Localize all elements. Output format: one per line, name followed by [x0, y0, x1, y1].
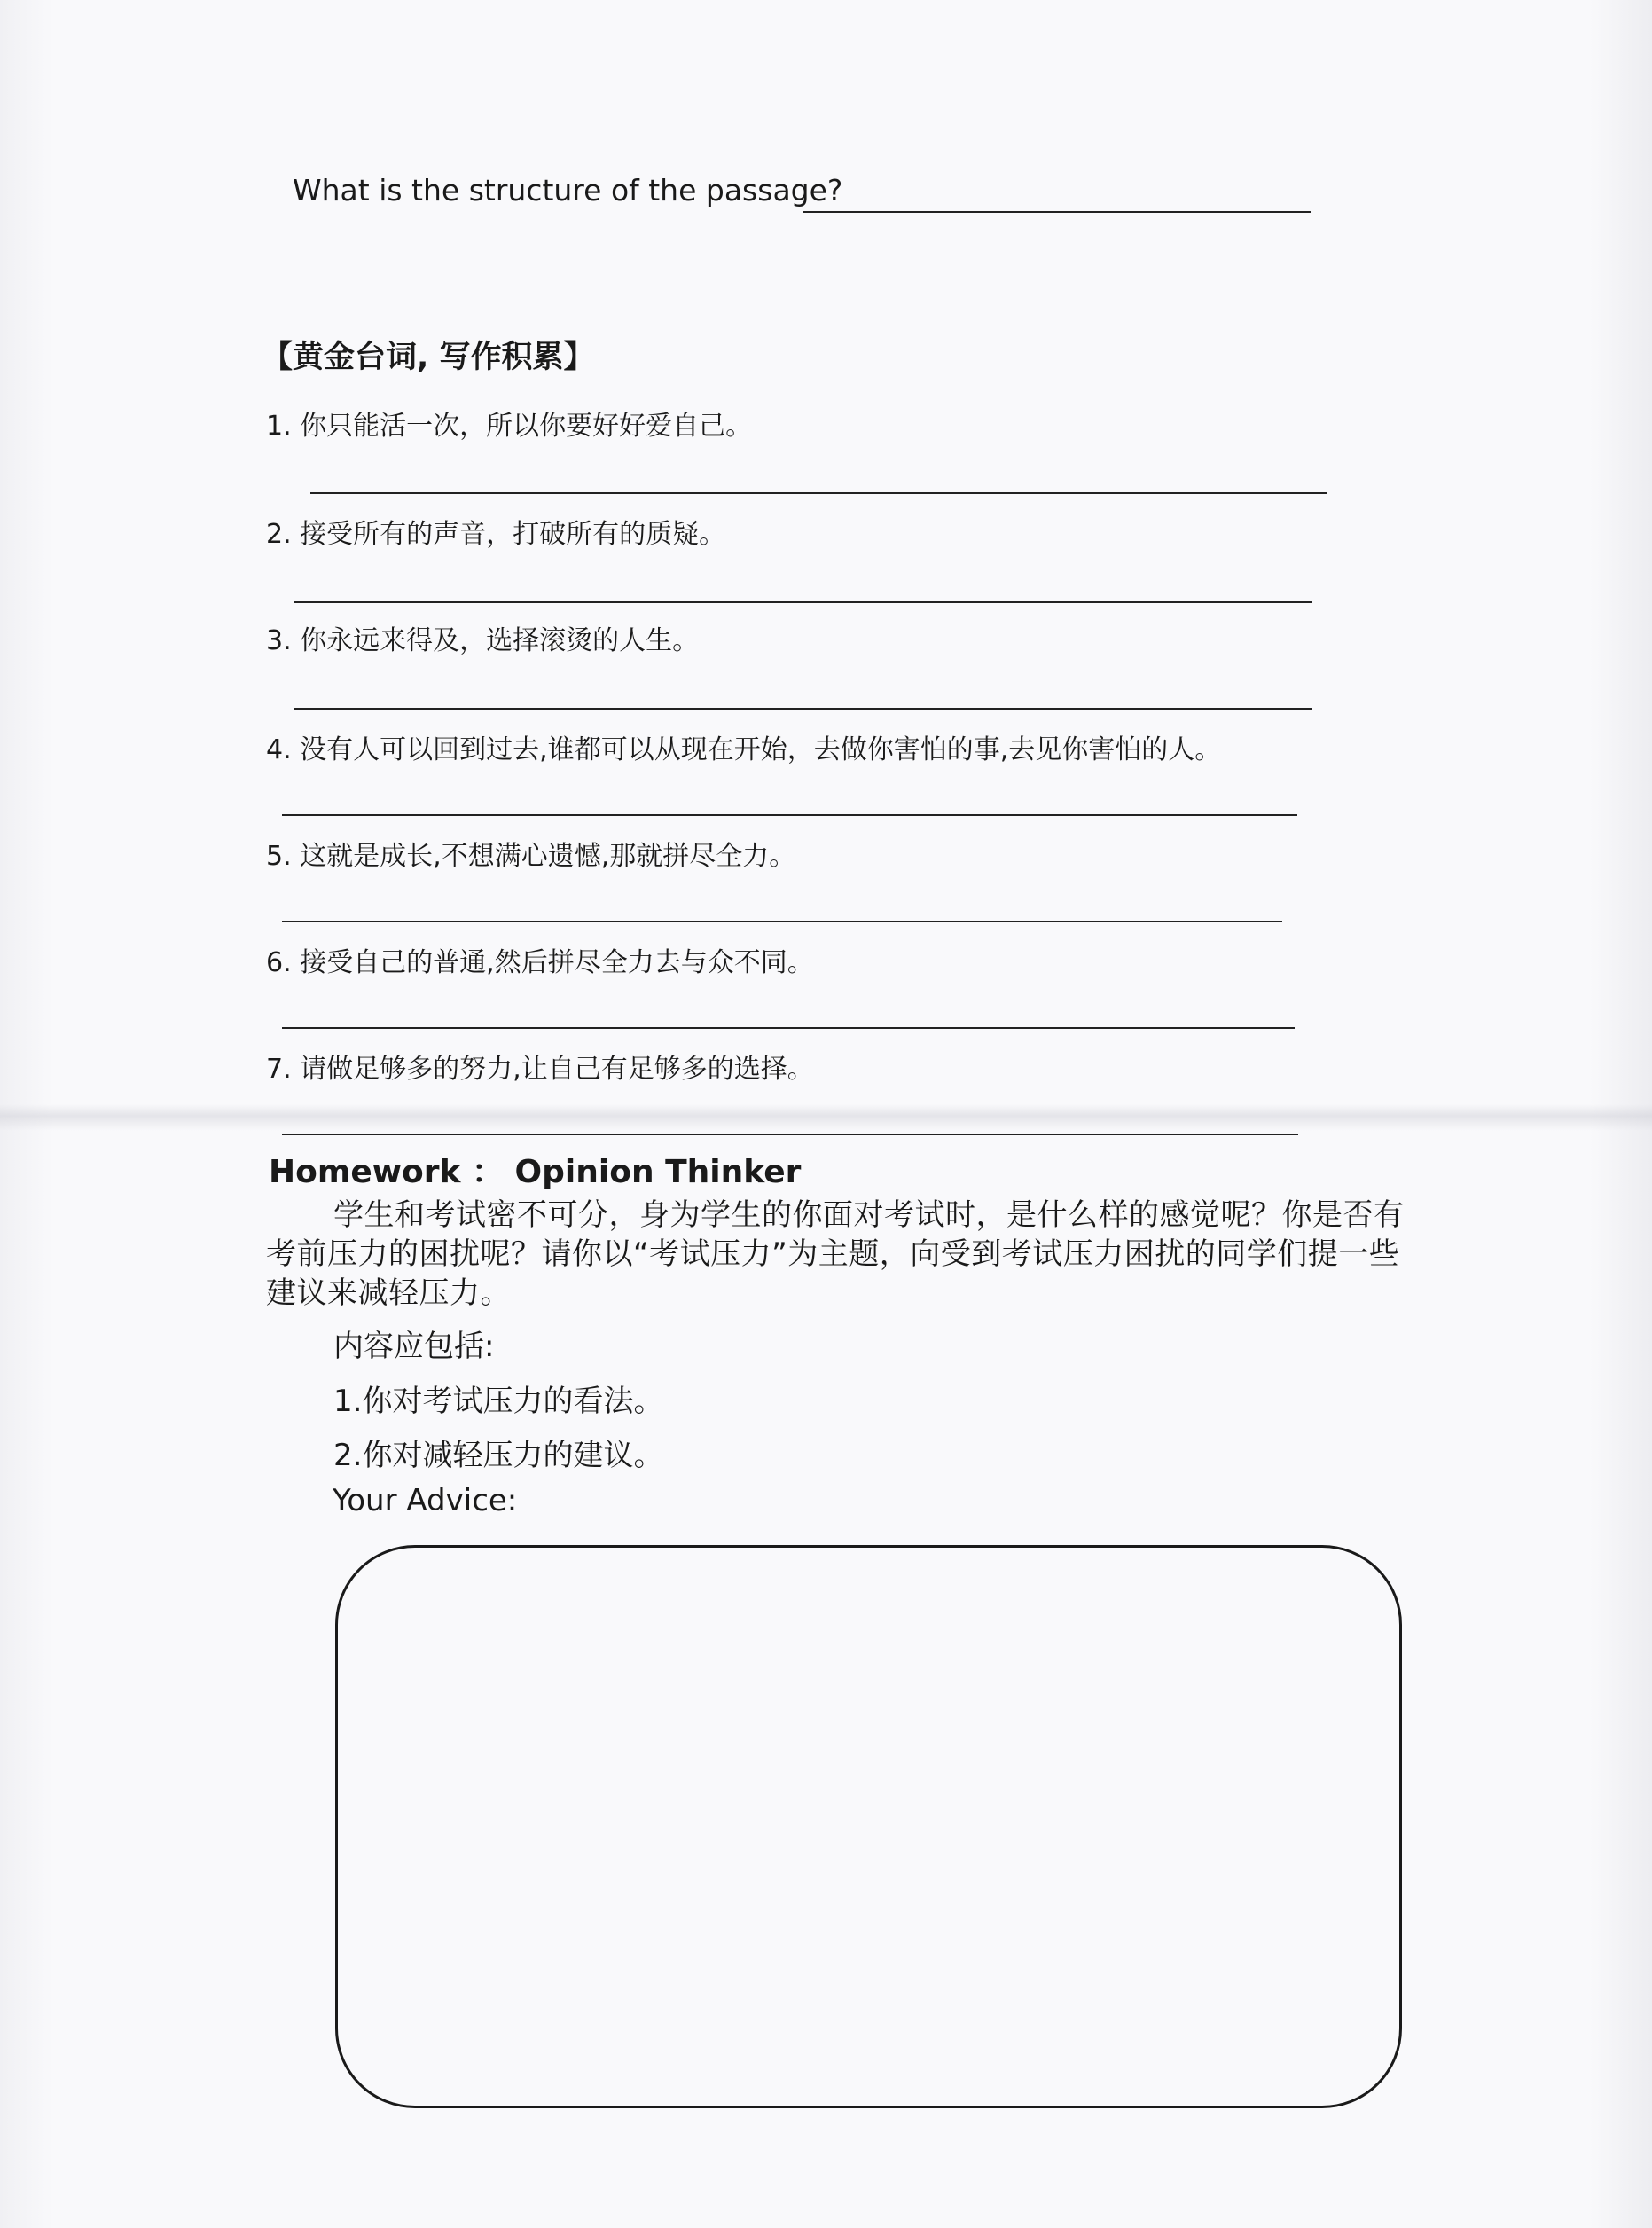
sentence-item-3: 3. 你永远来得及，选择滚烫的人生。 — [266, 625, 700, 656]
advice-answer-box[interactable] — [335, 1545, 1402, 2108]
content-point-1: 1.你对考试压力的看法。 — [333, 1384, 664, 1419]
answer-line-3[interactable] — [294, 708, 1312, 710]
homework-prompt: 学生和考试密不可分，身为学生的你面对考试时，是什么样的感觉呢？你是否有考前压力的困扰呢？请你以“考试压力”为主题，向受到考试压力困扰的同学们提一些建议来减轻压力。 — [266, 1197, 1405, 1311]
content-label: 内容应包括: — [333, 1329, 495, 1364]
sentence-item-2: 2. 接受所有的声音，打破所有的质疑。 — [266, 519, 726, 550]
answer-line-4[interactable] — [282, 814, 1297, 816]
answer-line-6[interactable] — [282, 1027, 1295, 1029]
answer-line-5[interactable] — [282, 921, 1282, 922]
answer-line-2[interactable] — [294, 601, 1312, 603]
sentence-item-6: 6. 接受自己的普通,然后拼尽全力去与众不同。 — [266, 947, 814, 978]
answer-line-1[interactable] — [310, 492, 1327, 494]
sentence-item-7: 7. 请做足够多的努力,让自己有足够多的选择。 — [266, 1054, 814, 1085]
answer-line-7[interactable] — [282, 1134, 1298, 1135]
structure-answer-line[interactable] — [803, 211, 1311, 213]
homework-title: Homework ： Opinion Thinker — [269, 1154, 802, 1190]
sentence-item-4: 4. 没有人可以回到过去,谁都可以从现在开始，去做你害怕的事,去见你害怕的人。 — [266, 734, 1222, 765]
structure-question: What is the structure of the passage? — [293, 173, 843, 208]
content-point-2: 2.你对减轻压力的建议。 — [333, 1438, 664, 1473]
sentence-item-5: 5. 这就是成长,不想满心遗憾,那就拼尽全力。 — [266, 841, 796, 872]
sentence-item-1: 1. 你只能活一次，所以你要好好爱自己。 — [266, 411, 753, 442]
section-title: 【黄金台词, 写作积累】 — [262, 340, 595, 375]
advice-label: Your Advice: — [333, 1483, 518, 1518]
